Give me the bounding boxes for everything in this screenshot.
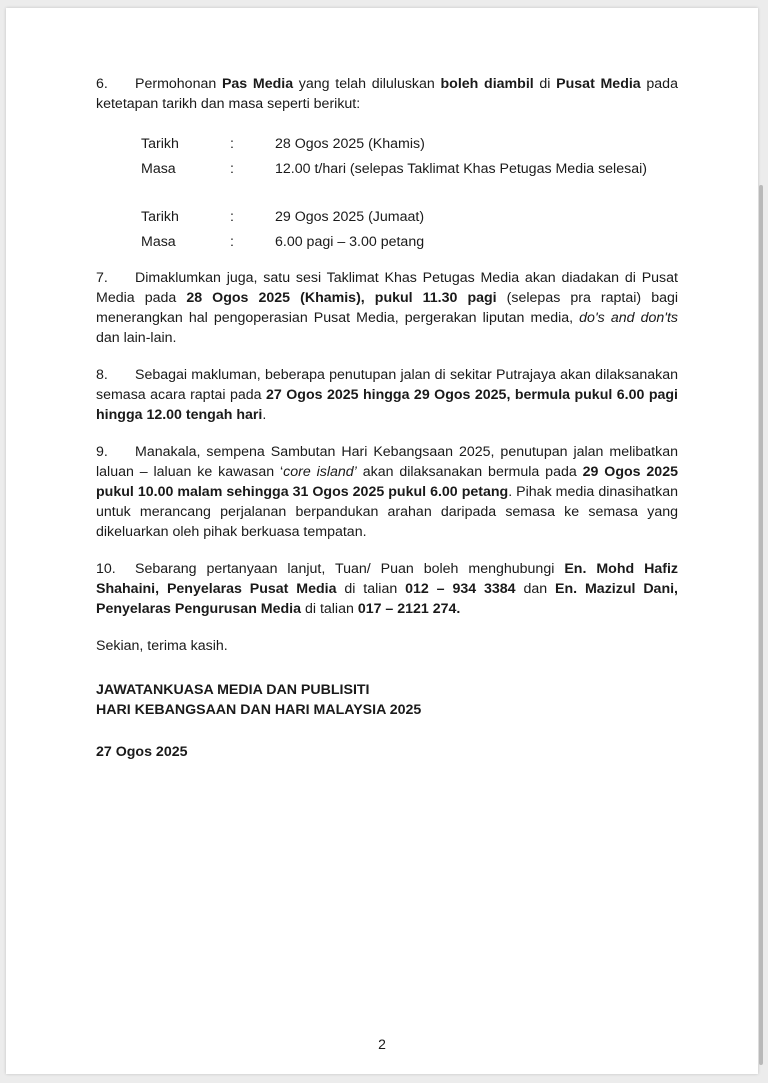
paragraph-6: 6. Permohonan Pas Media yang telah diluluskan boleh diambil di Pusat Media pada ketetapan tarikh dan masa seperti berikut: <box>96 76 678 112</box>
schedule-row: Masa : 6.00 pagi – 3.00 petang <box>141 233 425 250</box>
document-date: 27 Ogos 2025 <box>96 744 188 760</box>
committee-name: JAWATANKUASA MEDIA DAN PUBLISITI <box>96 682 370 698</box>
committee-event: HARI KEBANGSAAN DAN HARI MALAYSIA 2025 <box>96 702 422 718</box>
closing-text: Sekian, terima kasih. <box>96 638 228 654</box>
page-number: 2 <box>378 1036 386 1052</box>
document-page <box>6 8 758 1074</box>
document-body <box>96 74 678 762</box>
schedule-row: Tarikh : 29 Ogos 2025 (Jumaat) <box>141 208 425 225</box>
schedule-row: Masa : 12.00 t/hari (selepas Taklimat Khas Petugas Media selesai) <box>141 160 647 177</box>
paragraph-9: 9. Manakala, sempena Sambutan Hari Kebangsaan 2025, penutupan jalan melibatkan laluan – laluan ke kawasan ‘core island’ akan dilaksanakan bermula pada 29 Ogos 2025 pukul 10.00 malam sehingga 31 Ogos 2025 pukul 6.00 petang. Pihak media dinasihatkan untuk merancang perjalanan berpandukan arahan daripada semasa ke semasa yang dikeluarkan oleh pihak berkuasa tempatan. <box>96 444 678 540</box>
paragraph-10: 10. Sebarang pertanyaan lanjut, Tuan/ Puan boleh menghubungi En. Mohd Hafiz Shahaini, Penyelaras Pusat Media di talian 012 – 934 3384 dan En. Mazizul Dani, Penyelaras Pengurusan Media di talian 017 – 2121 274. <box>96 561 679 617</box>
paragraph-7: 7. Dimaklumkan juga, satu sesi Taklimat Khas Petugas Media akan diadakan di Pusat Media pada 28 Ogos 2025 (Khamis), pukul 11.30 pagi (selepas pra raptai) bagi menerangkan hal pengoperasian Pusat Media, pergerakan liputan media, do's and don'ts dan lain-lain. <box>96 270 679 346</box>
schedule-row: Tarikh : 28 Ogos 2025 (Khamis) <box>141 135 425 152</box>
paragraph-8: 8. Sebagai makluman, beberapa penutupan jalan di sekitar Putrajaya akan dilaksanakan semasa acara raptai pada 27 Ogos 2025 hingga 29 Ogos 2025, bermula pukul 6.00 pagi hingga 12.00 tengah hari. <box>96 367 678 423</box>
schedule <box>141 131 678 254</box>
scrollbar[interactable] <box>759 185 763 1065</box>
